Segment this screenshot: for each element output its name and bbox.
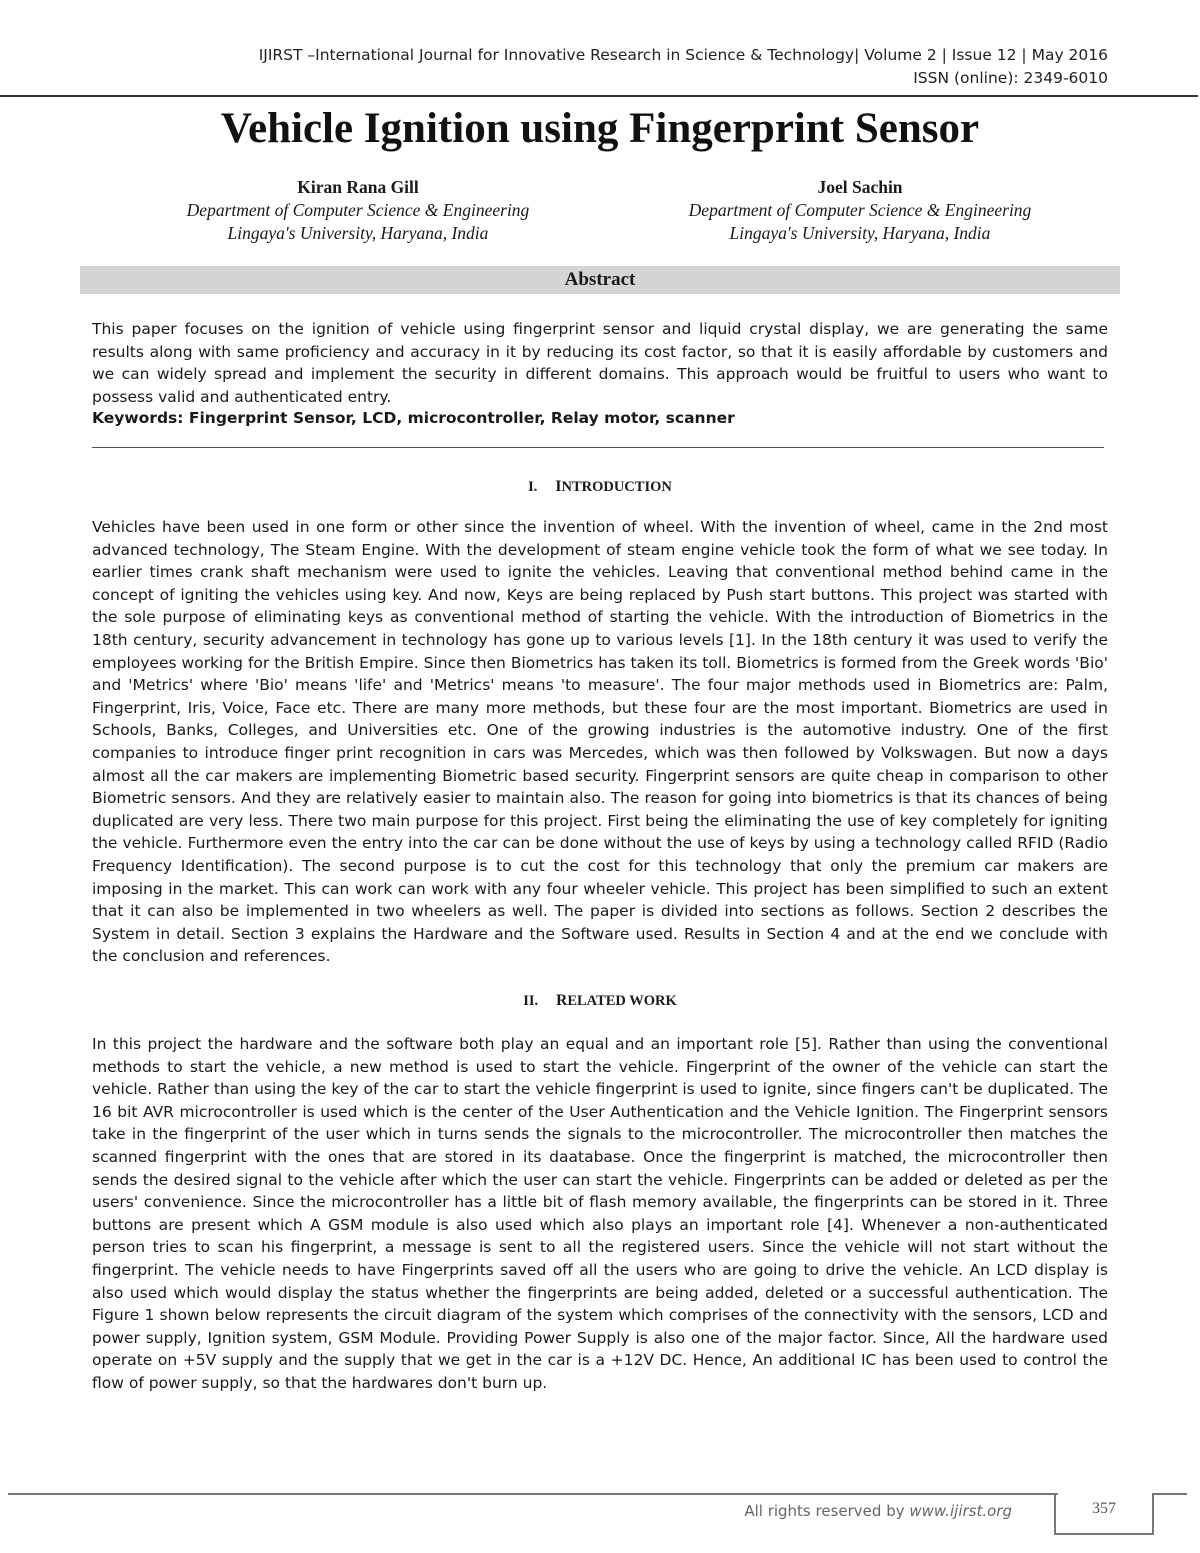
author-department: Department of Computer Science & Engineering bbox=[186, 200, 530, 220]
footer-divider bbox=[8, 1493, 1058, 1495]
keywords-divider bbox=[92, 447, 1104, 448]
section-title-rest: ELATED WORK bbox=[567, 993, 677, 1009]
author-institution: Lingaya's University, Haryana, India bbox=[227, 223, 489, 243]
journal-header bbox=[259, 44, 1108, 90]
author-block-2 bbox=[600, 176, 1120, 245]
author-institution: Lingaya's University, Haryana, India bbox=[729, 223, 991, 243]
journal-citation-line: IJIRST –International Journal for Innovative Research in Science & Technology| Volume 2 | Issue 12 | May 2016 bbox=[258, 46, 1108, 64]
issn-line: ISSN (online): 2349-6010 bbox=[913, 69, 1108, 87]
related-work-text: In this project the hardware and the software both play an equal and an important role [5]. Rather than using the conventional methods to start the vehicle, a new method is used to start the vehicle. Fingerprint of the owner of the vehicle can start the vehicle. Rather than using the key of the car to start the vehicle fingerprint is used to ignite, since fingers can't be duplicated. The 16 bit AVR microcontroller is used which is the center of the User Authentication and the Vehicle Ignition. The Fingerprint sensors take in the fingerprint of the user which in turns sends the signals to the microcontroller. The microcontroller then matches the scanned fingerprint with the ones that are stored in its daatabase. Once the fingerprint is matched, the microcontroller then sends the desired signal to the vehicle after which the user can start the vehicle. Fingerprints can be added or deleted as per the users' convenience. Since the microcontroller has a little bit of flash memory available, the fingerprints can be stored in it. Three buttons are present which A GSM module is also used which also plays an important role [4]. Whenever a non-authenticated person tries to scan his fingerprint, a message is sent to all the registered users. Since the vehicle will not start without the fingerprint. The vehicle needs to have Fingerprints saved off all the users who are going to drive the vehicle. An LCD display is also used which would display the status whether the fingerprints are being added, deleted or a successful authentication. The Figure 1 shown below represents the circuit diagram of the system which comprises of the connectivity with the sensors, LCD and power supply, Ignition system, GSM Module. Providing Power Supply is also one of the major factor. Since, All the hardware used operate on +5V supply and the supply that we get in the car is a +12V DC. Hence, An additional IC has been used to control the flow of power supply, so that the hardwares don't burn up. bbox=[92, 1035, 1108, 1392]
header-divider bbox=[0, 95, 1198, 97]
author-name: Kiran Rana Gill bbox=[297, 177, 419, 197]
journal-website-link[interactable]: www.ijirst.org bbox=[909, 1502, 1012, 1520]
author-name: Joel Sachin bbox=[817, 177, 903, 197]
footer-rights bbox=[744, 1502, 1012, 1520]
abstract-heading: Abstract bbox=[80, 266, 1120, 294]
section-number: II. bbox=[523, 993, 539, 1009]
introduction-text: Vehicles have been used in one form or other since the invention of wheel. With the invention of wheel, came in the 2nd most advanced technology, The Steam Engine. With the development of steam engine vehicle took the form of what we see today. In earlier times crank shaft mechanism were used to ignite the vehicles. Leaving that conventional method behind came in the concept of igniting the vehicles using key. And now, Keys are being replaced by Push start buttons. This project was started with the sole purpose of eliminating keys as conventional method of starting the vehicle. With the introduction of Biometrics in the 18th century, security advancement in technology has gone up to various levels [1]. In the 18th century it was used to verify the employees working for the British Empire. Since then Biometrics has taken its toll. Biometrics is formed from the Greek words 'Bio' and 'Metrics' where 'Bio' means 'life' and 'Metrics' means 'to measure'. The four major methods used in Biometrics are: Palm, Fingerprint, Iris, Voice, Face etc. There are many more methods, but these four are the most important. Biometrics are used in Schools, Banks, Colleges, and Universities etc. One of the growing industries is the automotive industry. One of the first companies to introduce finger print recognition in cars was Mercedes, which was then followed by Volkswagen. But now a days almost all the car makers are implementing Biometric based security. Fingerprint sensors are quite cheap in comparison to other Biometric sensors. And they are relatively easier to maintain also. The reason for going into biometrics is that its chances of being duplicated are very less. There two main purpose for this project. First being the eliminating the use of key completely for igniting the vehicle. Furthermore even the entry into the car can be done without the use of keys by using a technology called RFID (Radio Frequency Identification). The second purpose is to cut the cost for this technology that only the premium car makers are imposing in the market. This can work can work with any four wheeler vehicle. This project has been simplified to such an extent that it can also be implemented in two wheelers as well. The paper is divided into sections as follows. Section 2 describes the System in detail. Section 3 explains the Hardware and the Software used. Results in Section 4 and at the end we conclude with the conclusion and references. bbox=[92, 518, 1108, 966]
section-title-initial: R bbox=[556, 992, 568, 1009]
author-department: Department of Computer Science & Engineering bbox=[688, 200, 1032, 220]
section-heading-introduction bbox=[0, 478, 1200, 496]
paper-title: Vehicle Ignition using Fingerprint Sensor bbox=[220, 105, 980, 152]
section-heading-related-work bbox=[0, 992, 1200, 1010]
author-block-1 bbox=[98, 176, 618, 245]
page-number: 357 bbox=[1092, 1500, 1116, 1517]
section-title-rest: NTRODUCTION bbox=[561, 479, 672, 495]
rights-text: All rights reserved by bbox=[744, 1502, 905, 1520]
keywords: Keywords: Fingerprint Sensor, LCD, microcontroller, Relay motor, scanner bbox=[92, 409, 735, 427]
abstract-text: This paper focuses on the ignition of vehicle using fingerprint sensor and liquid crystal display, we are generating the same results along with same proficiency and accuracy in it by reducing its cost factor, so that it is easily affordable by customers and we can widely spread and implement the security in different domains. This approach would be fruitful to users who want to possess valid and authenticated entry. bbox=[92, 320, 1108, 406]
footer-divider-right bbox=[1152, 1493, 1187, 1495]
section-title-initial: I bbox=[555, 478, 562, 495]
section-number: I. bbox=[528, 479, 538, 495]
